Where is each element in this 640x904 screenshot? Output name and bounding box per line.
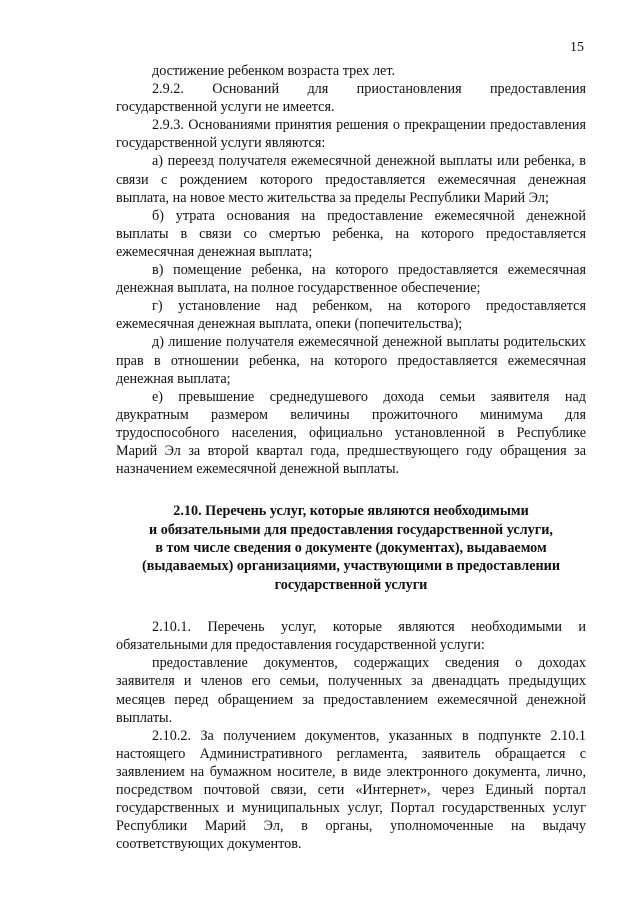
document-body xyxy=(116,62,586,853)
paragraph: г) установление над ребенком, на которого предоставляется ежемесячная денежная выплата, опеки (попечительства); xyxy=(116,298,586,333)
paragraph: достижение ребенком возраста трех лет. xyxy=(152,63,396,79)
paragraph: д) лишение получателя ежемесячной денежной выплаты родительских прав в отношении ребенка, на которого предоставляется ежемесячная денежная выплата; xyxy=(116,334,586,387)
paragraph: 2.10.2. За получением документов, указанных в подпункте 2.10.1 настоящего Административного регламента, заявитель обращается с заявлением на бумажном носителе, в виде электронного документа, лично, посредством почтовой связи, сети «Интернет», через Единый портал государственных и муниципальных услуг, Портал государственных услуг Республики Марий Эл, в органы, уполномоченные на выдачу соответствующих документов. xyxy=(116,727,586,853)
paragraph: а) переезд получателя ежемесячной денежной выплаты или ребенка, в связи с рождением которого предоставляется ежемесячная денежная выплата, на новое место жительства за пределы Республики Марий Эл; xyxy=(116,153,586,206)
paragraph: б) утрата основания на предоставление ежемесячной денежной выплаты в связи со смертью ребенка, на которого предоставляется ежемесячная денежная выплата; xyxy=(116,207,586,260)
section-heading xyxy=(116,502,586,594)
heading-line: в том числе сведения о документе (документах), выдаваемом xyxy=(155,539,547,556)
heading-line: и обязательными для предоставления государственной услуги, xyxy=(149,521,553,538)
paragraph: е) превышение среднедушевого дохода семьи заявителя над двукратным размером величины прожиточного минимума для трудоспособного населения, официально установленной в Республике Марий Эл за второй квартал года, предшествующего году обращения за назначением ежемесячной денежной выплаты. xyxy=(116,388,586,478)
page-number: 15 xyxy=(570,40,584,55)
heading-line: 2.10. Перечень услуг, которые являются необходимыми xyxy=(173,503,529,520)
paragraph: 2.10.1. Перечень услуг, которые являются необходимыми и обязательными для предоставления государственной услуги: xyxy=(116,619,586,654)
heading-line: государственной услуги xyxy=(274,576,428,593)
paragraph: в) помещение ребенка, на которого предоставляется ежемесячная денежная выплата, на полное государственное обеспечение; xyxy=(116,262,586,297)
paragraph: 2.9.2. Оснований для приостановления предоставления государственной услуги не имеется. xyxy=(116,81,586,116)
heading-line: (выдаваемых) организациями, участвующими в предоставлении xyxy=(141,558,561,575)
paragraph: 2.9.3. Основаниями принятия решения о прекращении предоставления государственной услуги являются: xyxy=(116,117,586,152)
paragraph: предоставление документов, содержащих сведения о доходах заявителя и членов его семьи, полученных за двенадцать предыдущих месяцев перед обращением за предоставлением ежемесячной денежной выплаты. xyxy=(116,655,586,726)
